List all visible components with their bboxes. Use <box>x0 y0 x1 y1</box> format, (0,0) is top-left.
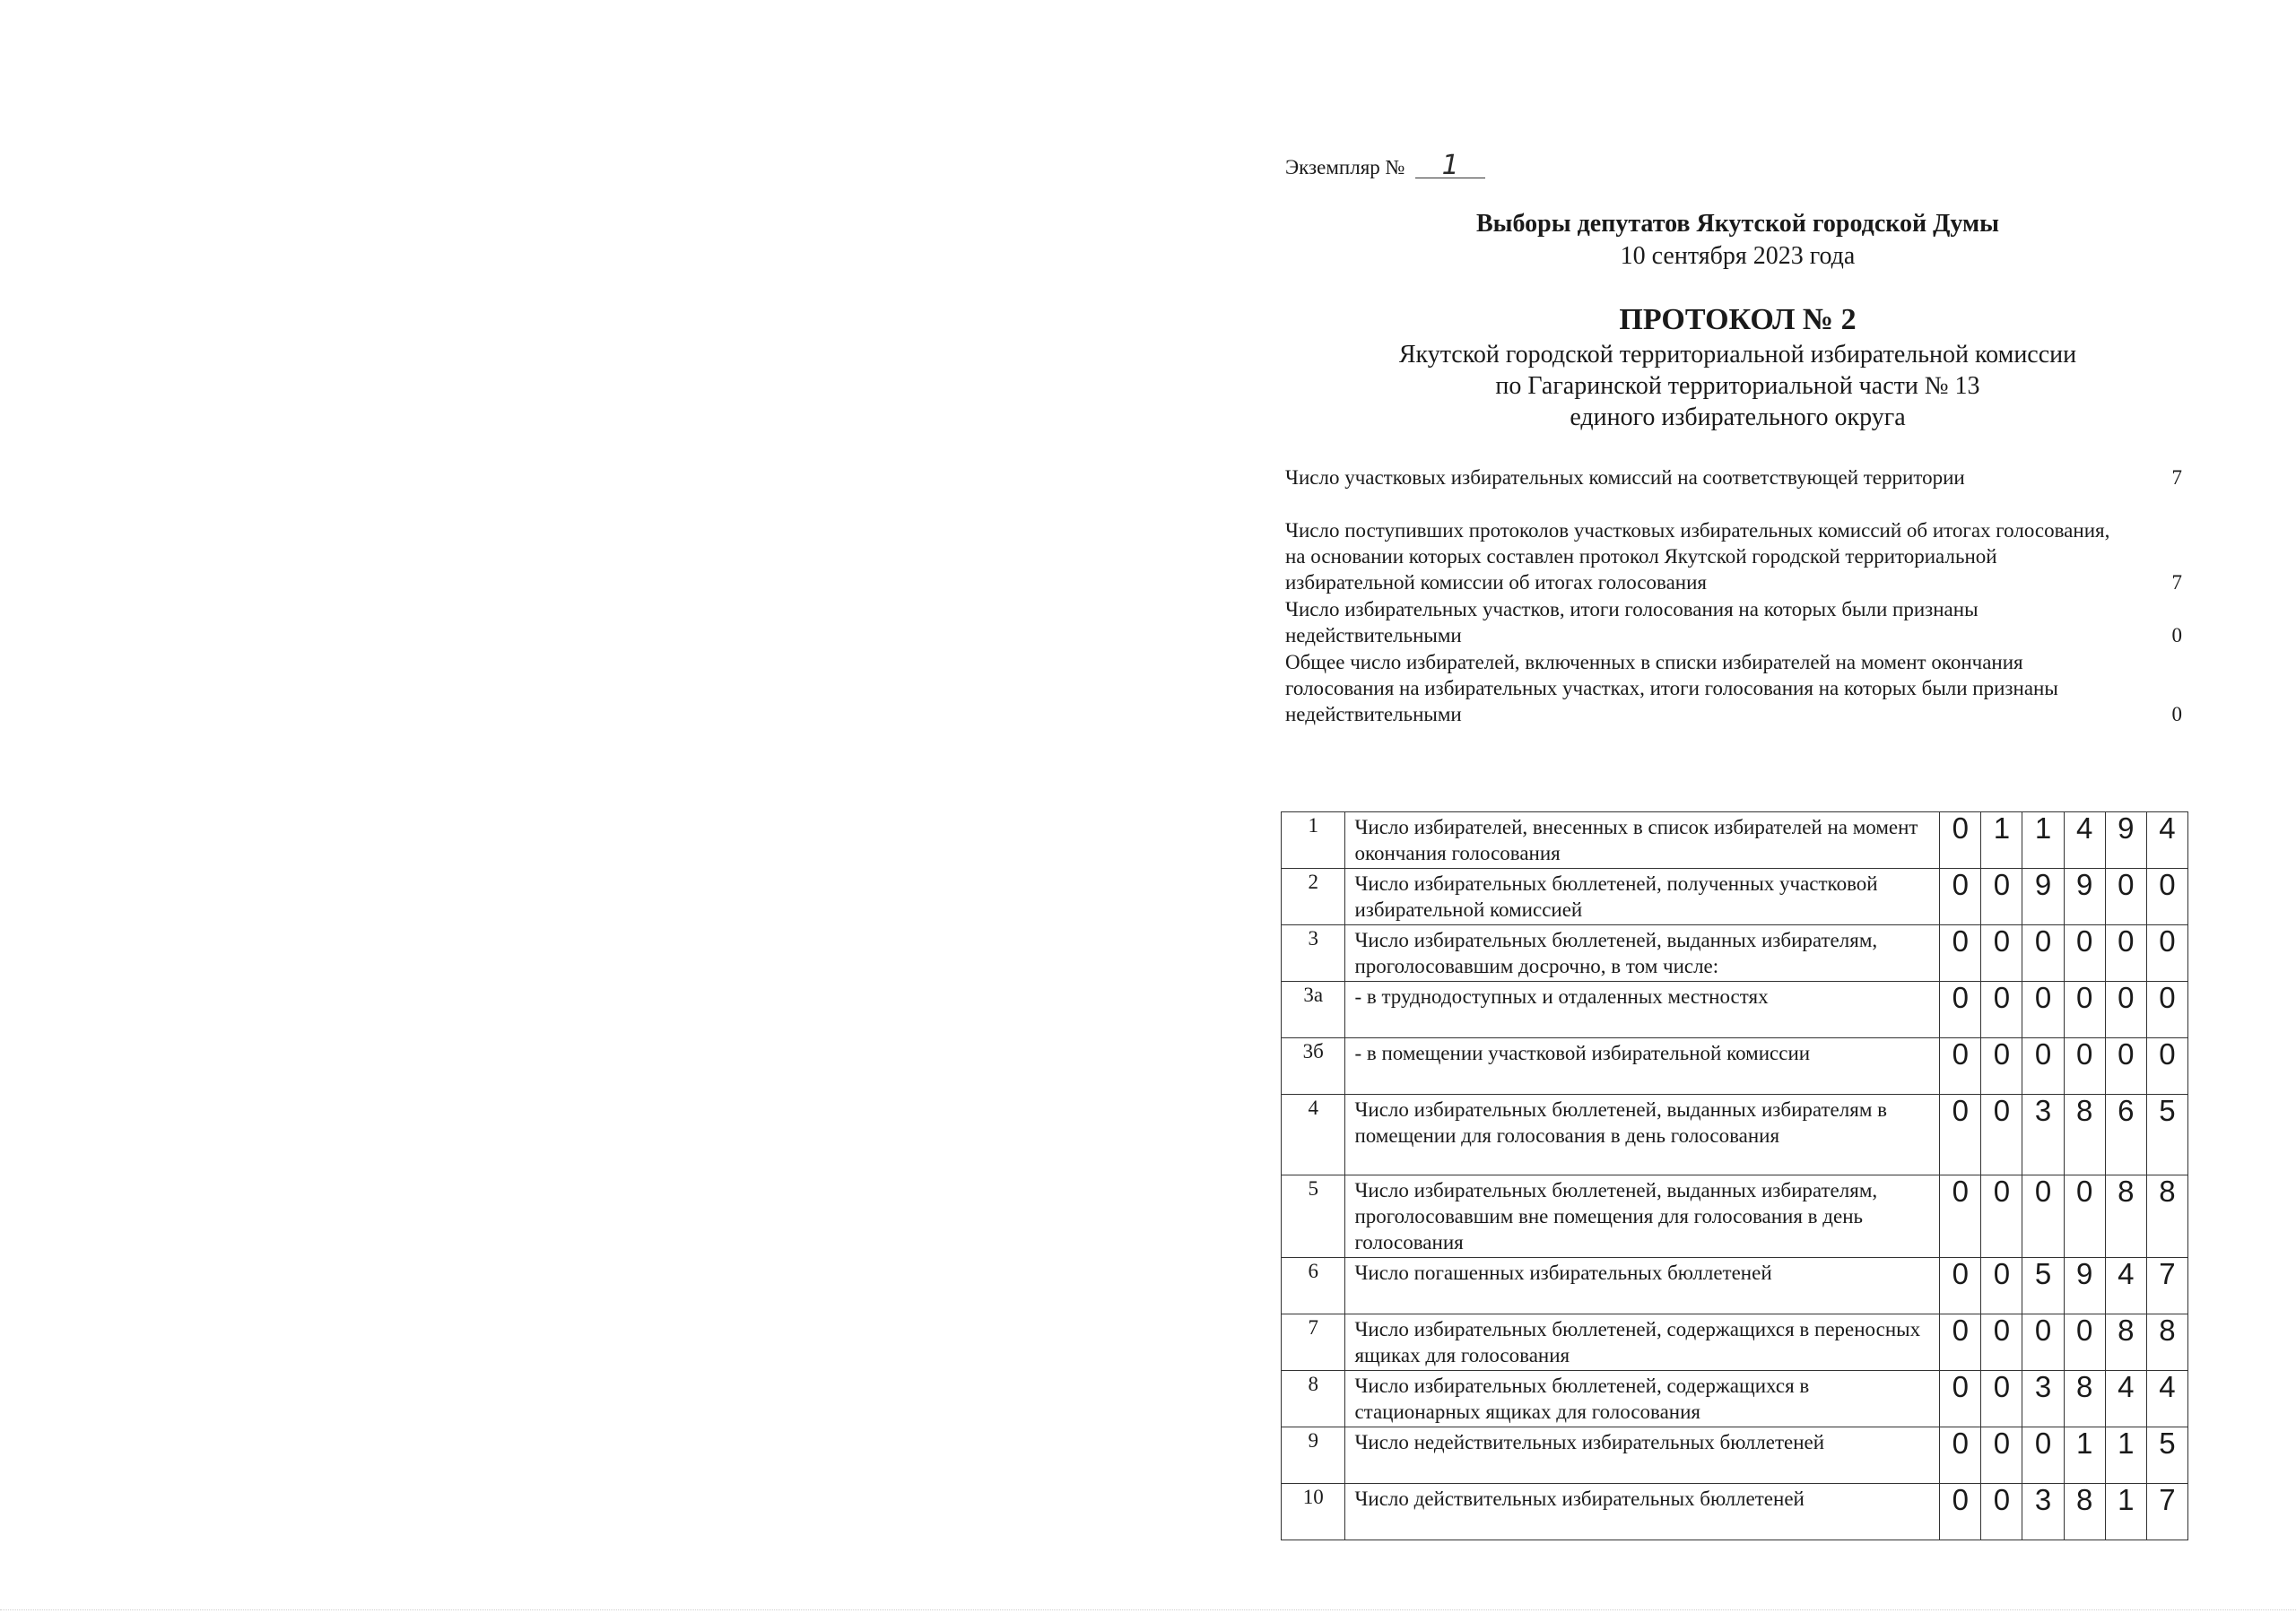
digit-cell: 0 <box>1981 925 2022 982</box>
row-label: Число избирателей, внесенных в список избирателей на момент окончания голосования <box>1345 812 1940 869</box>
digit-cell: 5 <box>2146 1427 2187 1484</box>
digit-cell: 0 <box>2022 1038 2064 1095</box>
table-row <box>1282 982 2188 1038</box>
digit-cell: 8 <box>2105 1314 2146 1371</box>
digit-cell: 9 <box>2064 869 2105 925</box>
commission-line: Якутской городской территориальной избирательной комиссии <box>1398 341 2077 369</box>
digit-cell: 1 <box>2105 1427 2146 1484</box>
stat-value: 7 <box>2171 466 2182 489</box>
stat-value: 7 <box>2171 571 2182 594</box>
row-label: Число избирательных бюллетеней, полученных участковой избирательной комиссией <box>1345 869 1940 925</box>
stat-commission-count <box>1285 464 2182 490</box>
election-date: 10 сентября 2023 года <box>1620 242 1856 270</box>
election-title: Выборы депутатов Якутской городской Думы <box>1476 210 1999 238</box>
row-number: 3а <box>1282 982 1345 1038</box>
stat-label: Число участковых избирательных комиссий на соответствующей территории <box>1285 466 1965 489</box>
digit-cell: 0 <box>1940 1095 1981 1175</box>
digit-cell: 4 <box>2146 812 2187 869</box>
stat-invalid-stations <box>1285 596 2182 648</box>
row-label: Число избирательных бюллетеней, выданных избирателям в помещении для голосования в день голосования <box>1345 1095 1940 1175</box>
scan-edge <box>0 1609 2296 1612</box>
table-row <box>1282 812 2188 869</box>
stat-label: Общее число избирателей, включенных в списки избирателей на момент окончания голосования на избирательных участках, итоги голосования на которых были признаны недействительными <box>1285 651 2058 725</box>
digit-cell: 0 <box>1940 1258 1981 1314</box>
stat-value: 0 <box>2171 624 2182 646</box>
row-number: 3 <box>1282 925 1345 982</box>
digit-cell: 0 <box>1981 982 2022 1038</box>
row-number: 1 <box>1282 812 1345 869</box>
stat-protocols-received <box>1285 517 2182 595</box>
digit-cell: 1 <box>2105 1484 2146 1540</box>
digit-cell: 0 <box>2064 982 2105 1038</box>
digit-cell: 7 <box>2146 1258 2187 1314</box>
stat-label: Число избирательных участков, итоги голосования на которых были признаны недействительными <box>1285 598 1979 646</box>
table-row <box>1282 1258 2188 1314</box>
digit-cell: 1 <box>2022 812 2064 869</box>
digit-cell: 9 <box>2064 1258 2105 1314</box>
digit-cell: 0 <box>1981 1371 2022 1427</box>
digit-cell: 0 <box>1940 1371 1981 1427</box>
digit-cell: 0 <box>2022 925 2064 982</box>
digit-cell: 3 <box>2022 1371 2064 1427</box>
digit-cell: 0 <box>2146 925 2187 982</box>
digit-cell: 3 <box>2022 1095 2064 1175</box>
digit-cell: 0 <box>2105 982 2146 1038</box>
table-row <box>1282 1314 2188 1371</box>
row-label: Число избирательных бюллетеней, содержащихся в переносных ящиках для голосования <box>1345 1314 1940 1371</box>
copy-number: 1 <box>1415 154 1485 178</box>
digit-cell: 4 <box>2105 1258 2146 1314</box>
digit-cell: 0 <box>2064 1175 2105 1258</box>
digit-cell: 0 <box>2105 869 2146 925</box>
row-label: Число избирательных бюллетеней, выданных избирателям, проголосовавшим вне помещения для голосования в день голосования <box>1345 1175 1940 1258</box>
commission-name <box>1278 339 2197 433</box>
digit-cell: 7 <box>2146 1484 2187 1540</box>
digit-cell: 0 <box>1981 1258 2022 1314</box>
digit-cell: 1 <box>1981 812 2022 869</box>
table-row <box>1282 869 2188 925</box>
digit-cell: 5 <box>2146 1095 2187 1175</box>
table-row <box>1282 1038 2188 1095</box>
row-number: 9 <box>1282 1427 1345 1484</box>
digit-cell: 0 <box>1940 1038 1981 1095</box>
digit-cell: 0 <box>1981 1095 2022 1175</box>
row-number: 5 <box>1282 1175 1345 1258</box>
table-row <box>1282 1427 2188 1484</box>
digit-cell: 0 <box>2146 982 2187 1038</box>
copy-label: Экземпляр № <box>1285 156 1405 178</box>
row-number: 2 <box>1282 869 1345 925</box>
protocol-table <box>1281 811 2188 1540</box>
row-label: Число недействительных избирательных бюллетеней <box>1345 1427 1940 1484</box>
row-number: 8 <box>1282 1371 1345 1427</box>
digit-cell: 8 <box>2064 1484 2105 1540</box>
digit-cell: 0 <box>2146 1038 2187 1095</box>
digit-cell: 0 <box>1940 812 1981 869</box>
digit-cell: 8 <box>2064 1371 2105 1427</box>
row-label: - в труднодоступных и отдаленных местностях <box>1345 982 1940 1038</box>
digit-cell: 4 <box>2064 812 2105 869</box>
protocol-page <box>1278 0 2197 1622</box>
table-row <box>1282 1371 2188 1427</box>
table-row <box>1282 1484 2188 1540</box>
row-number: 7 <box>1282 1314 1345 1371</box>
digit-cell: 0 <box>1940 1484 1981 1540</box>
digit-cell: 0 <box>2105 1038 2146 1095</box>
row-number: 10 <box>1282 1484 1345 1540</box>
row-label: Число избирательных бюллетеней, выданных избирателям, проголосовавшим досрочно, в том числе: <box>1345 925 1940 982</box>
digit-cell: 0 <box>2022 1314 2064 1371</box>
digit-cell: 0 <box>1981 1427 2022 1484</box>
digit-cell: 0 <box>2064 1314 2105 1371</box>
digit-cell: 0 <box>1981 869 2022 925</box>
row-number: 4 <box>1282 1095 1345 1175</box>
digit-cell: 6 <box>2105 1095 2146 1175</box>
row-number: 3б <box>1282 1038 1345 1095</box>
digit-cell: 4 <box>2146 1371 2187 1427</box>
digit-cell: 9 <box>2105 812 2146 869</box>
digit-cell: 0 <box>1981 1484 2022 1540</box>
table-row <box>1282 925 2188 982</box>
digit-cell: 0 <box>1940 982 1981 1038</box>
stat-value: 0 <box>2171 703 2182 725</box>
table-row <box>1282 1095 2188 1175</box>
digit-cell: 0 <box>2105 925 2146 982</box>
digit-cell: 5 <box>2022 1258 2064 1314</box>
digit-cell: 9 <box>2022 869 2064 925</box>
digit-cell: 0 <box>1940 869 1981 925</box>
commission-line: по Гагаринской территориальной части № 13 <box>1495 372 1980 400</box>
digit-cell: 0 <box>2064 925 2105 982</box>
digit-cell: 0 <box>2146 869 2187 925</box>
row-label: Число погашенных избирательных бюллетеней <box>1345 1258 1940 1314</box>
row-label: - в помещении участковой избирательной комиссии <box>1345 1038 1940 1095</box>
digit-cell: 8 <box>2146 1175 2187 1258</box>
digit-cell: 8 <box>2146 1314 2187 1371</box>
digit-cell: 0 <box>1940 1314 1981 1371</box>
digit-cell: 0 <box>1940 925 1981 982</box>
commission-line: единого избирательного округа <box>1570 403 1906 431</box>
digit-cell: 4 <box>2105 1371 2146 1427</box>
digit-cell: 0 <box>1981 1314 2022 1371</box>
stat-label: Число поступивших протоколов участковых избирательных комиссий об итогах голосования, на основании которых составлен протокол Якутской городской территориальной избирательной комиссии об итогах голосования <box>1285 519 2110 594</box>
digit-cell: 3 <box>2022 1484 2064 1540</box>
digit-cell: 0 <box>2022 1175 2064 1258</box>
digit-cell: 0 <box>1981 1175 2022 1258</box>
digit-cell: 0 <box>2022 982 2064 1038</box>
digit-cell: 0 <box>2022 1427 2064 1484</box>
digit-cell: 8 <box>2105 1175 2146 1258</box>
protocol-title: ПРОТОКОЛ № 2 <box>1619 303 1857 336</box>
digit-cell: 0 <box>1940 1175 1981 1258</box>
row-number: 6 <box>1282 1258 1345 1314</box>
digit-cell: 0 <box>2064 1038 2105 1095</box>
table-row <box>1282 1175 2188 1258</box>
copy-number-line <box>1285 150 1485 181</box>
row-label: Число действительных избирательных бюллетеней <box>1345 1484 1940 1540</box>
stat-invalid-voters <box>1285 649 2182 727</box>
digit-cell: 0 <box>1981 1038 2022 1095</box>
digit-cell: 1 <box>2064 1427 2105 1484</box>
digit-cell: 0 <box>1940 1427 1981 1484</box>
row-label: Число избирательных бюллетеней, содержащихся в стационарных ящиках для голосования <box>1345 1371 1940 1427</box>
digit-cell: 8 <box>2064 1095 2105 1175</box>
